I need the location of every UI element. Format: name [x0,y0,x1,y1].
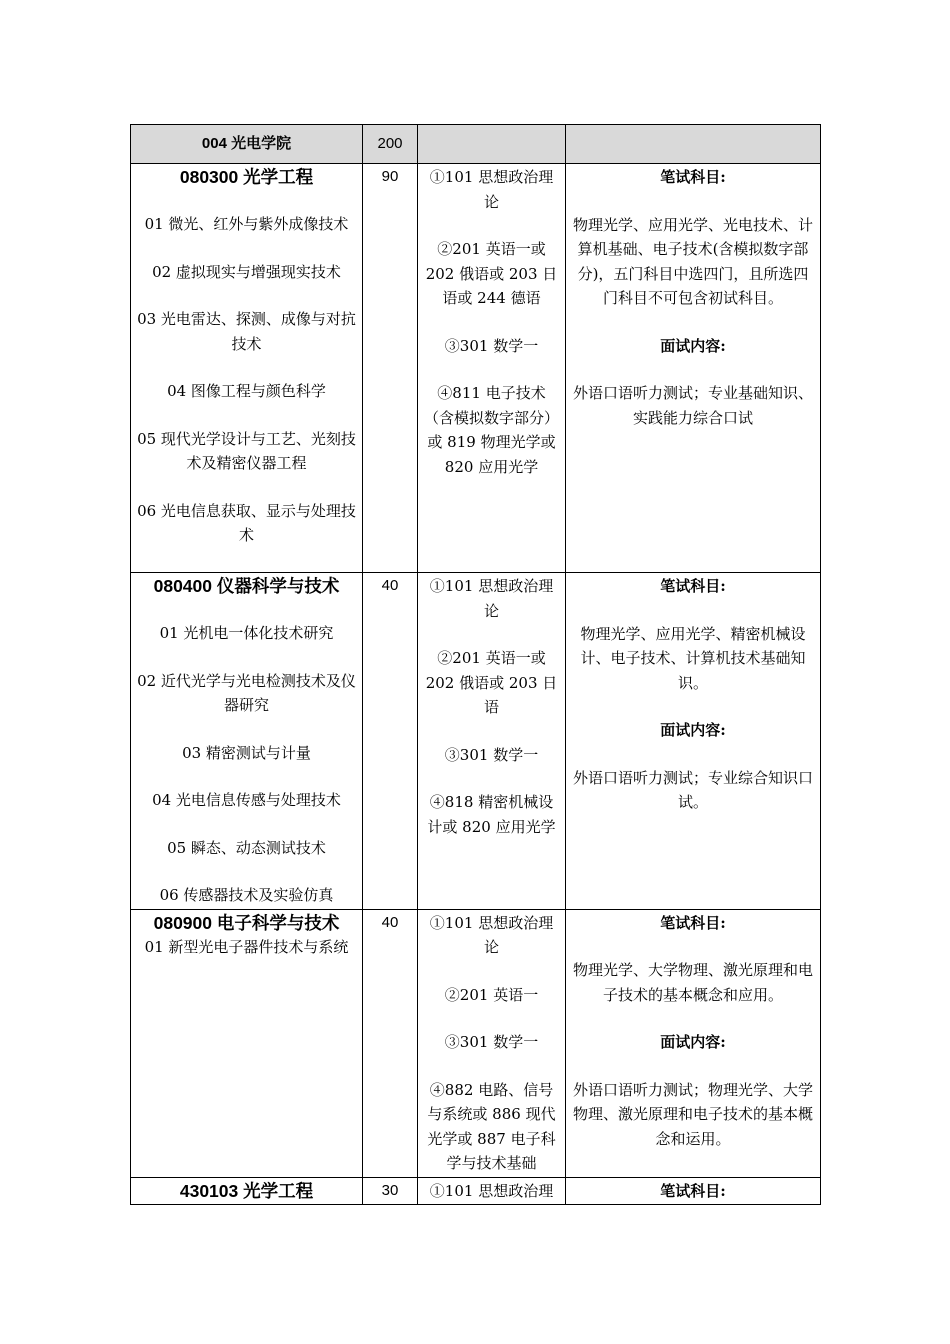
program-title: 080900 电子科学与技术 [153,912,340,933]
direction-item: 03 精密测试与计量 [182,743,311,762]
direction-item: 01 新型光电子器件技术与系统 [144,937,349,956]
department-name: 004 光电学院 [131,125,363,164]
program-title: 080400 仪器科学与技术 [153,576,340,596]
program-quota: 30 [363,1177,418,1205]
direction-item: 04 图像工程与颜色科学 [167,382,326,400]
program-cell [131,1177,363,1205]
direction-item: 06 光电信息获取、显示与处理技术 [137,501,356,544]
interview-content: 外语口语听力测试；专业综合知识口试。 [572,768,813,811]
written-heading: 笔试科目: [660,1181,726,1200]
interview-content: 外语口语听力测试；物理光学、大学物理、激光原理和电子技术的基本概念和运用。 [572,1080,813,1148]
exam-item: ②201 英语一或 202 俄语或 203 日语或 244 德语 [425,240,558,307]
exam-item: ②201 英语一 [444,985,539,1004]
exam-item: ①101 思想政治理 [429,1181,554,1200]
interview-heading: 面试内容: [660,1033,726,1051]
retest-cell [566,573,821,910]
exam-item: ③301 数学一 [444,745,539,764]
direction-item: 04 光电信息传感与处理技术 [152,791,341,809]
exam-cell [418,909,566,1177]
department-quota: 200 [363,125,418,164]
empty-cell [566,125,821,164]
direction-item: 03 光电雷达、探测、成像与对抗技术 [137,310,356,353]
exam-item: ④818 精密机械设计或 820 应用光学 [427,793,556,836]
program-row [131,164,821,573]
exam-item: ②201 英语一或 202 俄语或 203 日语 [425,649,558,716]
exam-item: ③301 数学一 [444,336,539,355]
program-title: 080300 光学工程 [179,167,314,187]
direction-item: 05 瞬态、动态测试技术 [167,838,326,857]
retest-cell [566,909,821,1177]
admissions-table [130,124,821,1205]
direction-item: 02 近代光学与光电检测技术及仪器研究 [137,671,356,714]
direction-item: 01 微光、红外与紫外成像技术 [144,215,349,233]
program-quota: 40 [363,573,418,910]
department-row [131,125,821,164]
interview-heading: 面试内容: [660,721,726,739]
exam-item: ③301 数学一 [444,1033,539,1051]
written-heading: 笔试科目: [660,168,726,186]
written-heading: 笔试科目: [660,577,726,595]
program-row [131,1177,821,1205]
retest-cell [566,164,821,573]
program-title: 430103 光学工程 [179,1180,314,1201]
program-cell [131,909,363,1177]
exam-item: ④882 电路、信号与系统或 886 现代光学或 887 电子科学与技术基础 [427,1080,556,1172]
interview-content: 外语口语听力测试；专业基础知识、实践能力综合口试 [572,384,813,427]
exam-item: ①101 思想政治理论 [429,168,554,211]
exam-item: ①101 思想政治理论 [429,913,554,956]
exam-cell [418,164,566,573]
retest-cell [566,1177,821,1205]
direction-item: 02 虚拟现实与增强现实技术 [152,262,341,281]
program-quota: 90 [363,164,418,573]
written-subjects: 物理光学、应用光学、精密机械设计、电子技术、计算机技术基础知识。 [580,624,806,692]
written-heading: 笔试科目: [660,913,726,932]
program-row [131,909,821,1177]
exam-cell [418,1177,566,1205]
program-cell [131,164,363,573]
exam-item: ①101 思想政治理论 [429,577,554,620]
direction-item: 05 现代光学设计与工艺、光刻技术及精密仪器工程 [137,429,356,472]
program-cell [131,573,363,910]
direction-item: 06 传感器技术及实验仿真 [159,886,334,904]
empty-cell [418,125,566,164]
direction-item: 01 光机电一体化技术研究 [159,624,334,642]
program-row [131,573,821,910]
interview-heading: 面试内容: [660,336,726,355]
exam-cell [418,573,566,910]
written-subjects: 物理光学、应用光学、光电技术、计算机基础、电子技术(含模拟数字部分)，五门科目中选四门，且所选四门科目不可包含初试科目。 [572,215,813,307]
exam-item: ④811 电子技术（含模拟数字部分）或 819 物理光学或 820 应用光学 [424,384,560,476]
written-subjects: 物理光学、大学物理、激光原理和电子技术的基本概念和应用。 [572,961,813,1004]
program-quota: 40 [363,909,418,1177]
